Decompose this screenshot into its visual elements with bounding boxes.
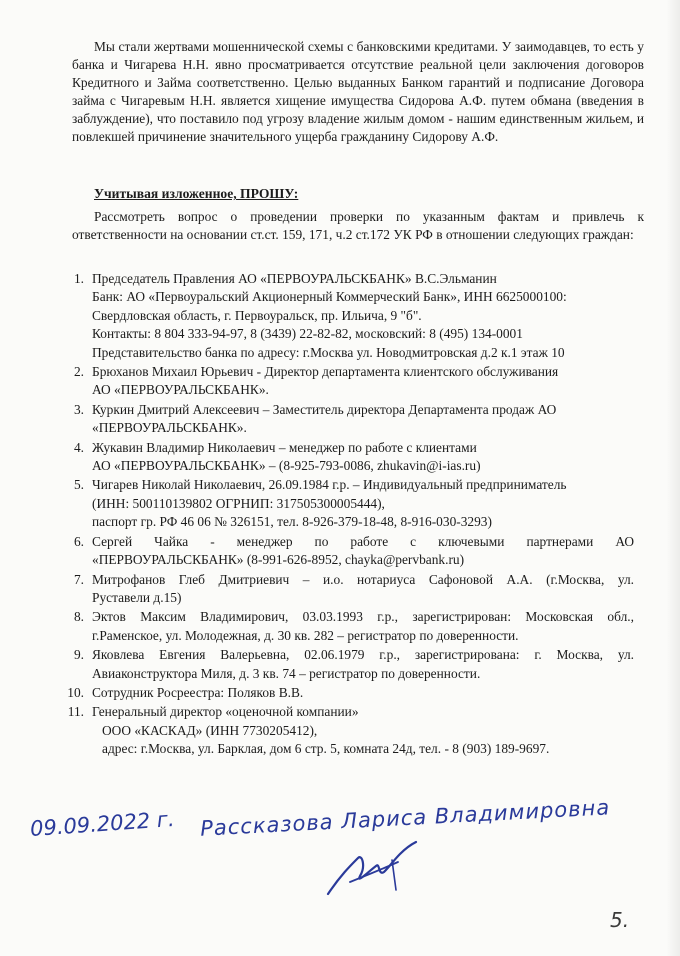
list-item: [60, 703, 634, 758]
list-line: паспорт гр. РФ 46 06 № 326151, тел. 8-926-379-18-48, 8-916-030-3293): [92, 514, 492, 530]
list-item: [60, 476, 634, 531]
list-line: АО «ПЕРВОУРАЛЬСКБАНК» – (8-925-793-0086, zhukavin@i-ias.ru): [92, 458, 481, 474]
list-line: Эктов Максим Владимирович, 03.03.1993 г.р., зарегистрирован: Московская обл.,: [92, 609, 634, 625]
list-line: ООО «КАСКАД» (ИНН 7730205412),: [102, 722, 318, 738]
handwritten-name: Рассказова Лариса Владимировна: [199, 795, 611, 841]
signature-mark: [320, 836, 430, 906]
list-line: (ИНН: 500110139802 ОГРНИП: 317505300005444),: [92, 495, 385, 511]
list-item: [60, 401, 634, 438]
list-line: АО «ПЕРВОУРАЛЬСКБАНК».: [92, 382, 269, 398]
list-line: Председатель Правления АО «ПЕРВОУРАЛЬСКБАНК» В.С.Эльманин: [92, 271, 497, 286]
list-line: Куркин Дмитрий Алексеевич – Заместитель директора Департамента продаж АО: [92, 401, 557, 417]
list-number: 1.: [73, 271, 84, 286]
list-line: Жукавин Владимир Николаевич – менеджер по работе с клиентами: [92, 439, 477, 455]
list-number: 3.: [73, 401, 84, 417]
scan-edge-shadow: [666, 0, 680, 956]
list-item: [60, 646, 634, 683]
list-line: Яковлева Евгения Валерьевна, 02.06.1979 г.р., зарегистрирована: г. Москва, ул.: [92, 647, 634, 663]
list-line: Руставели д.15): [92, 589, 182, 605]
list-line: Чигарев Николай Николаевич, 26.09.1984 г.р. – Индивидуальный предприниматель: [92, 477, 567, 493]
list-item: [60, 608, 634, 645]
list-number: 8.: [73, 609, 84, 625]
list-line: Сотрудник Росреестра: Поляков В.В.: [92, 684, 304, 700]
list-line: Свердловская область, г. Первоуральск, пр. Ильича, 9 "б".: [92, 307, 422, 323]
list-line: Митрофанов Глеб Дмитриевич – и.о. нотариуса Сафоновой А.А. (г.Москва, ул.: [92, 571, 634, 587]
list-number: 6.: [73, 533, 84, 549]
list-line: г.Раменское, ул. Молодежная, д. 30 кв. 282 – регистратор по доверенности.: [92, 627, 519, 643]
request-heading: Учитывая изложенное, ПРОШУ:: [94, 186, 299, 201]
list-number: 9.: [73, 647, 84, 663]
list-line: Банк: АО «Первоуральский Акционерный Коммерческий Банк», ИНН 6625000100:: [92, 289, 567, 305]
list-item: [60, 270, 634, 362]
list-item: [60, 439, 634, 476]
handwritten-date: 09.09.2022 г.: [29, 806, 176, 842]
list-line: «ПЕРВОУРАЛЬСКБАНК».: [92, 420, 247, 436]
list-line: Брюханов Михаил Юрьевич - Директор департамента клиентского обслуживания: [92, 364, 559, 380]
list-line: Представительство банка по адресу: г.Москва ул. Новодмитровская д.2 к.1 этаж 10: [92, 344, 565, 360]
list-line: Сергей Чайка - менеджер по работе с ключевыми партнерами АО: [92, 533, 634, 549]
page-number: 5.: [610, 908, 630, 932]
list-number: 10.: [67, 684, 84, 700]
list-item: [60, 363, 634, 400]
list-number: 5.: [73, 477, 84, 493]
list-item: [60, 684, 634, 702]
list-line: «ПЕРВОУРАЛЬСКБАНК» (8-991-626-8952, chayka@pervbank.ru): [92, 552, 465, 568]
list-item: [60, 571, 634, 608]
list-line: адрес: г.Москва, ул. Барклая, дом 6 стр. 5, комната 24д, тел. - 8 (903) 189-9697.: [102, 741, 550, 757]
list-line: Генеральный директор «оценочной компании»: [92, 704, 359, 720]
list-item: [60, 533, 634, 570]
persons-list: [60, 270, 634, 760]
list-line: Авиаконструктора Миля, д. 3 кв. 74 – регистратор по доверенности.: [92, 665, 481, 681]
list-number: 4.: [73, 439, 84, 455]
list-number: 7.: [73, 571, 84, 587]
list-number: 11.: [67, 704, 84, 720]
list-line: Контакты: 8 804 333-94-97, 8 (3439) 22-82-82, московский: 8 (495) 134-0001: [92, 326, 523, 342]
intro-paragraph: Мы стали жертвами мошеннической схемы с банковскими кредитами. У заимодавцев, то есть у банка и Чигарева Н.Н. явно просматривается отсутствие реальной цели заключения договоров Кредитного и Займа соответственно. Целью выданных Банком гарантий и подписание Договора займа с Чигаревым Н.Н. является хищение имущества Сидорова А.Ф. путем обмана (введения в заблуждение), что поставило под угрозу владение жилым домом - нашим единственным жильем, и повлекшей причинение значительного ущерба гражданину Сидорову А.Ф.: [72, 39, 644, 144]
list-number: 2.: [73, 364, 84, 380]
request-paragraph: Рассмотреть вопрос о проведении проверки по указанным фактам и привлечь к ответственности на основании ст.ст. 159, 171, ч.2 ст.172 УК РФ в отношении следующих граждан:: [72, 209, 644, 242]
